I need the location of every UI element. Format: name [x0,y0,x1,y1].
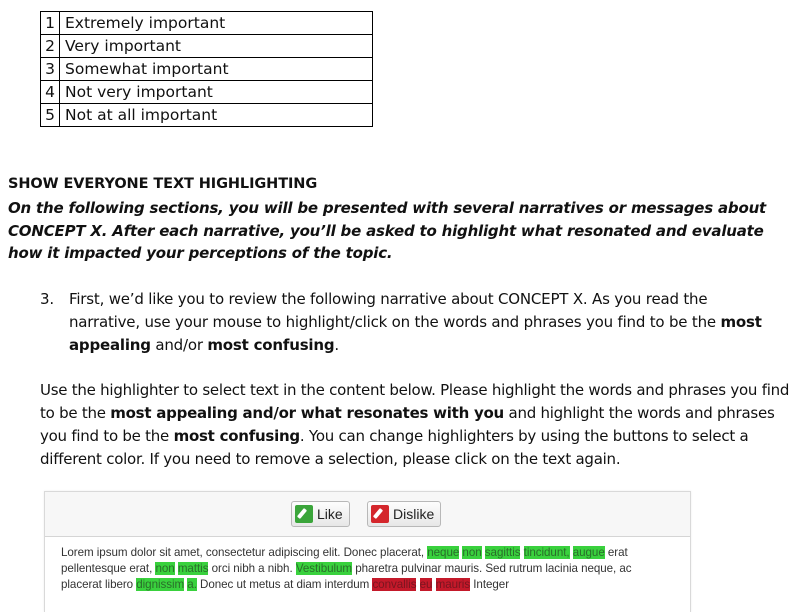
question-3 [40,288,780,357]
table-row [41,58,373,81]
instructions-part: . You can change highlighters by using the buttons to select a different color. If you need to remove a selection, please click on the text again. [40,427,749,468]
liked-word[interactable]: sagittis [484,546,521,559]
dislike-highlighter-button[interactable] [367,501,441,527]
table-row [41,104,373,127]
red-highlighter-icon [371,505,389,523]
like-label: Like [317,506,343,522]
scale-number: 4 [41,81,60,104]
disliked-word[interactable]: convallis [372,578,417,591]
question-text-part: and/or [150,336,208,354]
liked-word[interactable]: a. [187,578,197,591]
question-bold-appealing: most appealing [69,313,762,354]
question-text-part: . [334,336,339,354]
text-segment[interactable]: Donec ut metus at diam interdum [196,578,373,591]
liked-word[interactable]: non [462,546,482,559]
liked-word[interactable]: dignissim [136,578,185,591]
dislike-label: Dislike [393,506,435,522]
question-text-part: First, we’d like you to review the following narrative about CONCEPT X. As you read the narrative, use your mouse to highlight/click on the words and phrases you find to be the [69,290,721,331]
green-highlighter-icon [295,505,313,523]
scale-label: Not very important [60,81,373,104]
scale-number: 1 [41,12,60,35]
question-bold-confusing: most confusing [207,336,335,354]
scale-label: Not at all important [60,104,373,127]
section-title: SHOW EVERYONE TEXT HIGHLIGHTING [8,176,318,192]
text-segment[interactable]: orci nibh a nibh. [208,562,296,575]
scale-label: Extremely important [60,12,373,35]
table-row [41,12,373,35]
disliked-word[interactable]: mauris [435,578,471,591]
scale-label: Somewhat important [60,58,373,81]
instructions-part: Use the highlighter to select text in the content below. Please highlight the words and phrases you find to be the [40,381,790,422]
highlighter-toolbar [45,492,690,537]
scale-number: 5 [41,104,60,127]
liked-word[interactable]: neque [427,546,460,559]
like-highlighter-button[interactable] [291,501,350,527]
question-number: 3. [40,290,54,308]
highlighter-instructions [40,379,795,471]
scale-number: 3 [41,58,60,81]
instructions-bold-confusing: most confusing [173,427,300,445]
liked-word[interactable]: tincidunt, [523,546,570,559]
section-header [8,176,793,265]
disliked-word[interactable]: eu [419,578,433,591]
instructions-part: and highlight the words and phrases you find to be the [40,404,775,445]
liked-word[interactable]: Vestibulum [295,562,353,575]
liked-word[interactable]: augue [572,546,605,559]
scale-number: 2 [41,35,60,58]
question-text [69,288,780,357]
table-row [41,81,373,104]
scale-label: Very important [60,35,373,58]
text-highlighter-widget [44,491,691,612]
instructions-bold-appealing: most appealing and/or what resonates with you [110,404,504,422]
table-row [41,35,373,58]
liked-word[interactable]: non [155,562,175,575]
highlightable-content[interactable] [45,537,690,593]
section-intro: On the following sections, you will be presented with several narratives or messages about CONCEPT X. After each narrative, you’ll be asked to highlight what resonated and evaluate how it impacted your perceptions of the topic. [8,199,767,262]
liked-word[interactable]: mattis [177,562,209,575]
text-segment[interactable]: pharetra pulvinar mauris. Sed rutrum lacinia neque, ac placerat libero [61,562,632,591]
text-segment[interactable]: erat pellentesque erat, [61,546,628,575]
importance-scale-table [40,11,373,127]
text-segment[interactable]: Lorem ipsum dolor sit amet, consectetur adipiscing elit. Donec placerat, [61,546,428,559]
text-segment[interactable]: Integer [470,578,510,591]
